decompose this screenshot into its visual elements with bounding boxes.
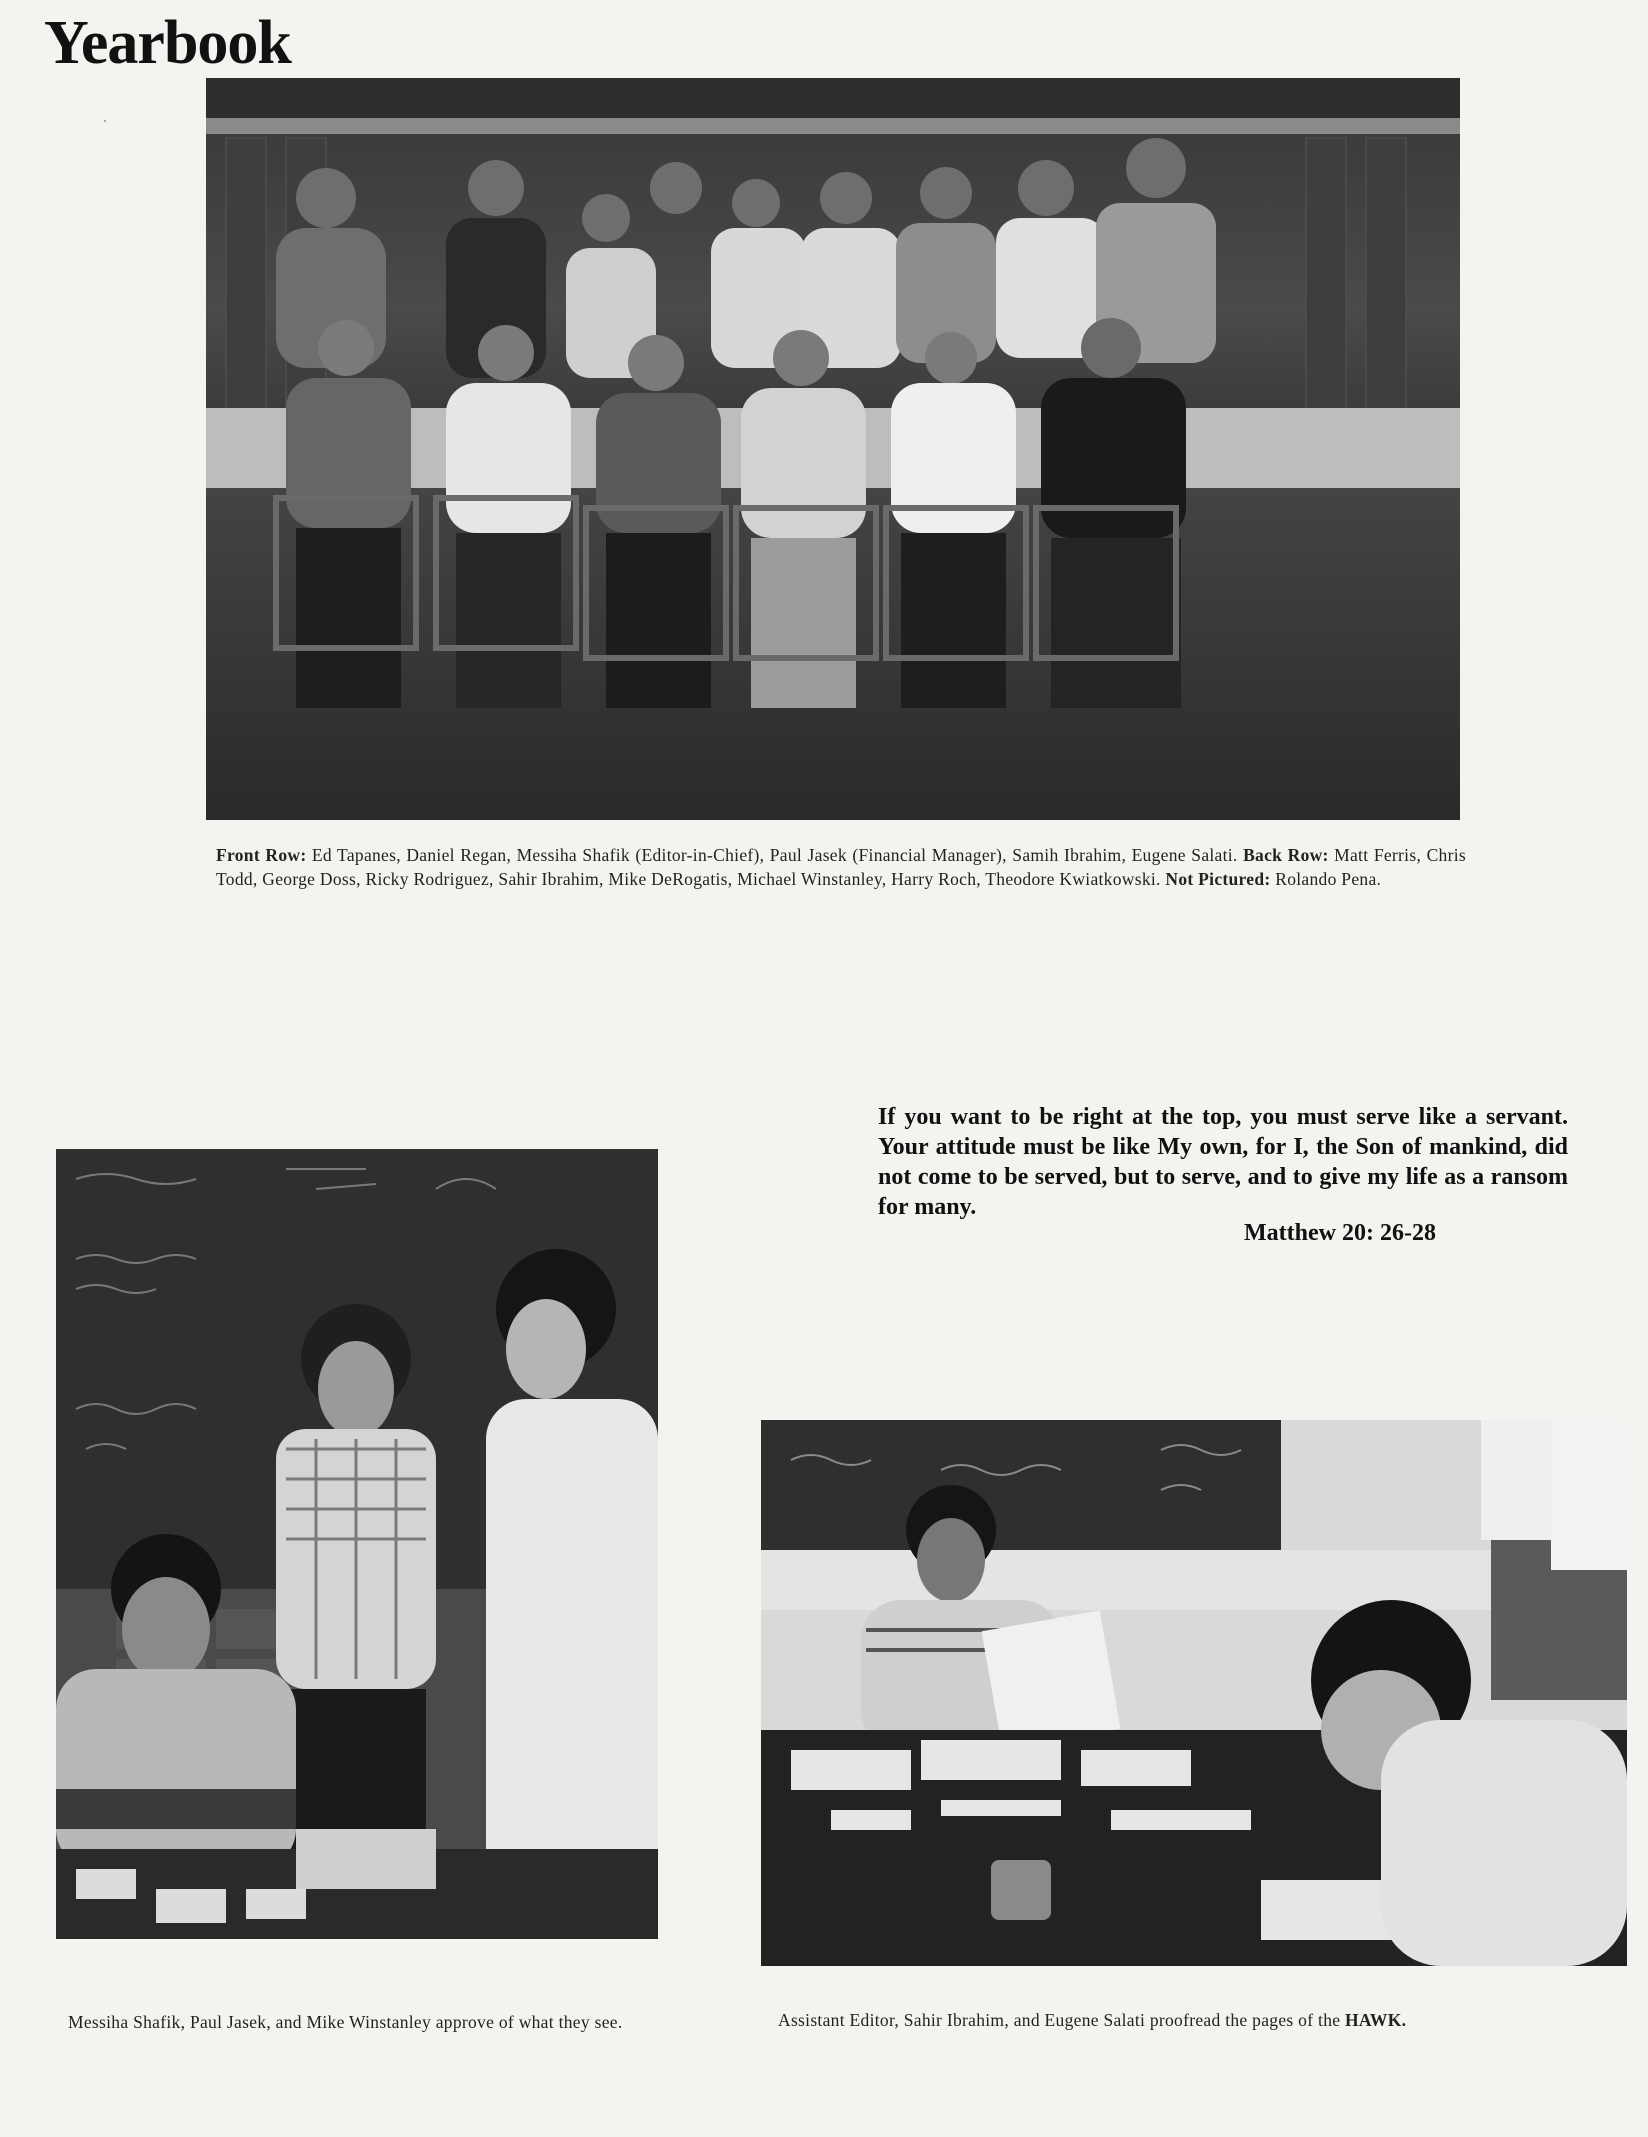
page-title: Yearbook — [44, 9, 291, 77]
group-photo-image — [206, 78, 1460, 820]
front-row-label: Front Row: — [216, 845, 307, 865]
hawk-title: HAWK. — [1345, 2010, 1407, 2030]
speck — [104, 120, 106, 122]
bottom-left-caption: Messiha Shafik, Paul Jasek, and Mike Winstanley approve of what they see. — [68, 2012, 623, 2032]
front-row-names: Ed Tapanes, Daniel Regan, Messiha Shafik (Editor-in-Chief), Paul Jasek (Financial Manager), Samih Ibrahim, Eugene Salati. — [306, 845, 1244, 865]
bible-quote: If you want to be right at the top, you must serve like a servant. Your attitude must be like My own, for I, the Son of mankind, did not come to be served, but to serve, and to give my life as a ransom for many. — [878, 1104, 1568, 1220]
bottom-right-photo-image — [761, 1420, 1627, 1966]
back-row-names: Matt Ferris, Chris Todd, George Doss, Ricky Rodriguez, Sahir Ibrahim, Mike DeRogatis, Michael Winstanley, Harry Roch, Theodore Kwiatkowski. — [216, 845, 1466, 889]
group-photo-caption — [216, 843, 1466, 891]
bottom-right-caption-text: Assistant Editor, Sahir Ibrahim, and Eugene Salati proofread the pages of the — [778, 2010, 1345, 2030]
bottom-left-photo — [56, 1149, 658, 1939]
bottom-left-photo-image — [56, 1149, 658, 1939]
not-pictured-names: Rolando Pena. — [1270, 869, 1382, 889]
bottom-right-photo — [761, 1420, 1627, 1966]
not-pictured-label: Not Pictured: — [1165, 869, 1271, 889]
bottom-right-caption — [778, 2008, 1638, 2032]
back-row-label: Back Row: — [1243, 845, 1329, 865]
quote-reference: Matthew 20: 26-28 — [1244, 1220, 1436, 1246]
group-photo — [206, 78, 1460, 820]
